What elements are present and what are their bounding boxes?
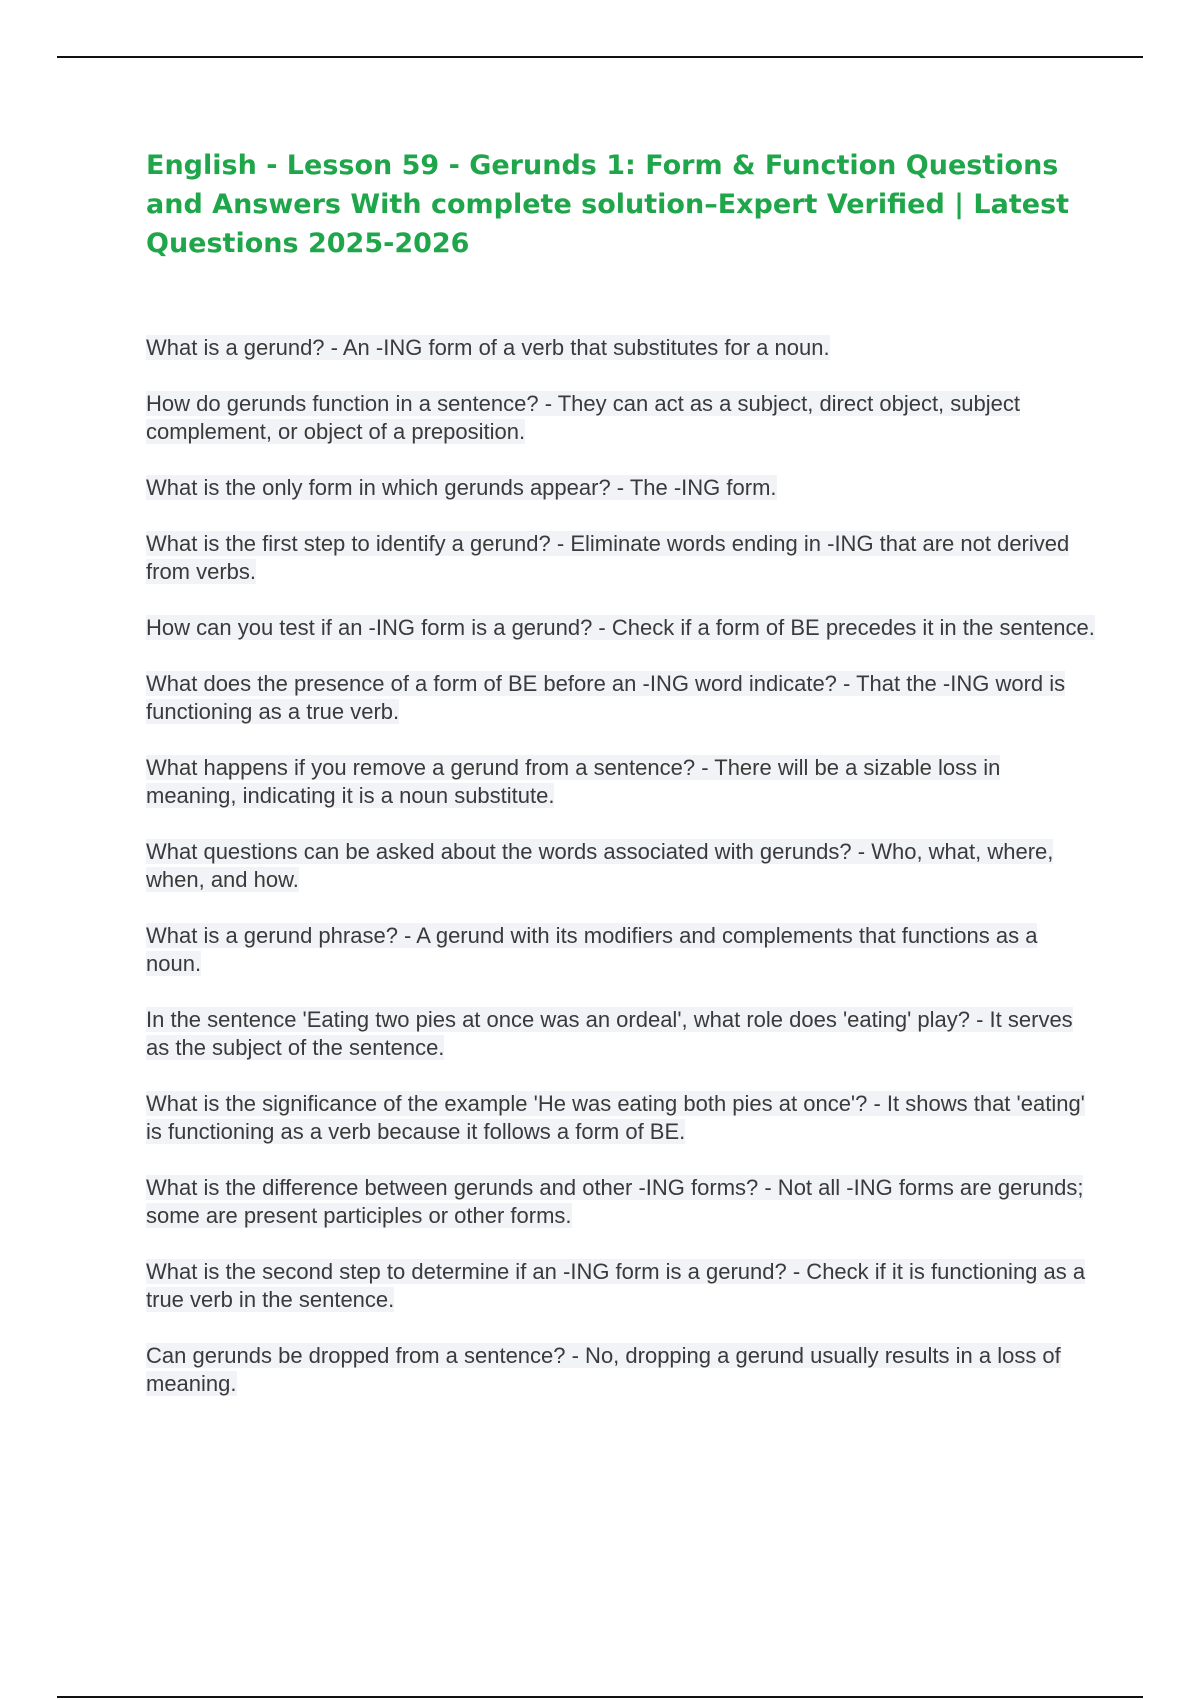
qa-text: What happens if you remove a gerund from a sentence? - There will be a sizable loss in meaning, indicating it is a noun substitute. — [146, 755, 1001, 808]
qa-text: What is the only form in which gerunds appear? - The -ING form. — [146, 475, 777, 500]
qa-item — [146, 614, 1096, 642]
qa-item — [146, 838, 1096, 894]
qa-text: What questions can be asked about the words associated with gerunds? - Who, what, where, when, and how. — [146, 839, 1054, 892]
qa-text: What does the presence of a form of BE before an -ING word indicate? - That the -ING word is functioning as a true verb. — [146, 671, 1066, 724]
qa-text: What is the second step to determine if an -ING form is a gerund? - Check if it is functioning as a true verb in the sentence. — [146, 1259, 1086, 1312]
qa-list — [146, 334, 1096, 1426]
qa-item — [146, 1006, 1096, 1062]
qa-text: In the sentence 'Eating two pies at once was an ordeal', what role does 'eating' play? - It serves as the subject of the sentence. — [146, 1007, 1073, 1060]
qa-item — [146, 754, 1096, 810]
qa-item — [146, 1258, 1096, 1314]
qa-item — [146, 922, 1096, 978]
qa-item — [146, 1174, 1096, 1230]
qa-text: What is the first step to identify a gerund? - Eliminate words ending in -ING that are not derived from verbs. — [146, 531, 1070, 584]
qa-item — [146, 474, 1096, 502]
header-rule — [57, 56, 1143, 58]
qa-text: What is the difference between gerunds and other -ING forms? - Not all -ING forms are gerunds; some are present participles or other forms. — [146, 1175, 1084, 1228]
qa-text: How can you test if an -ING form is a gerund? - Check if a form of BE precedes it in the sentence. — [146, 615, 1095, 640]
qa-item — [146, 1342, 1096, 1398]
qa-item — [146, 530, 1096, 586]
qa-text: What is a gerund phrase? - A gerund with its modifiers and complements that functions as a noun. — [146, 923, 1038, 976]
qa-text: What is the significance of the example 'He was eating both pies at once'? - It shows that 'eating' is functioning as a verb because it follows a form of BE. — [146, 1091, 1085, 1144]
qa-item — [146, 334, 1096, 362]
qa-item — [146, 390, 1096, 446]
footer-rule — [57, 1696, 1143, 1698]
qa-item — [146, 1090, 1096, 1146]
qa-text: What is a gerund? - An -ING form of a verb that substitutes for a noun. — [146, 335, 830, 360]
document-title: English - Lesson 59 - Gerunds 1: Form & Function Questions and Answers With complete solution–Expert Verified | Latest Questions 2025-2026 — [146, 150, 1070, 259]
qa-text: How do gerunds function in a sentence? - They can act as a subject, direct object, subject complement, or object of a preposition. — [146, 391, 1020, 444]
qa-item — [146, 670, 1096, 726]
qa-text: Can gerunds be dropped from a sentence? - No, dropping a gerund usually results in a loss of meaning. — [146, 1343, 1061, 1396]
